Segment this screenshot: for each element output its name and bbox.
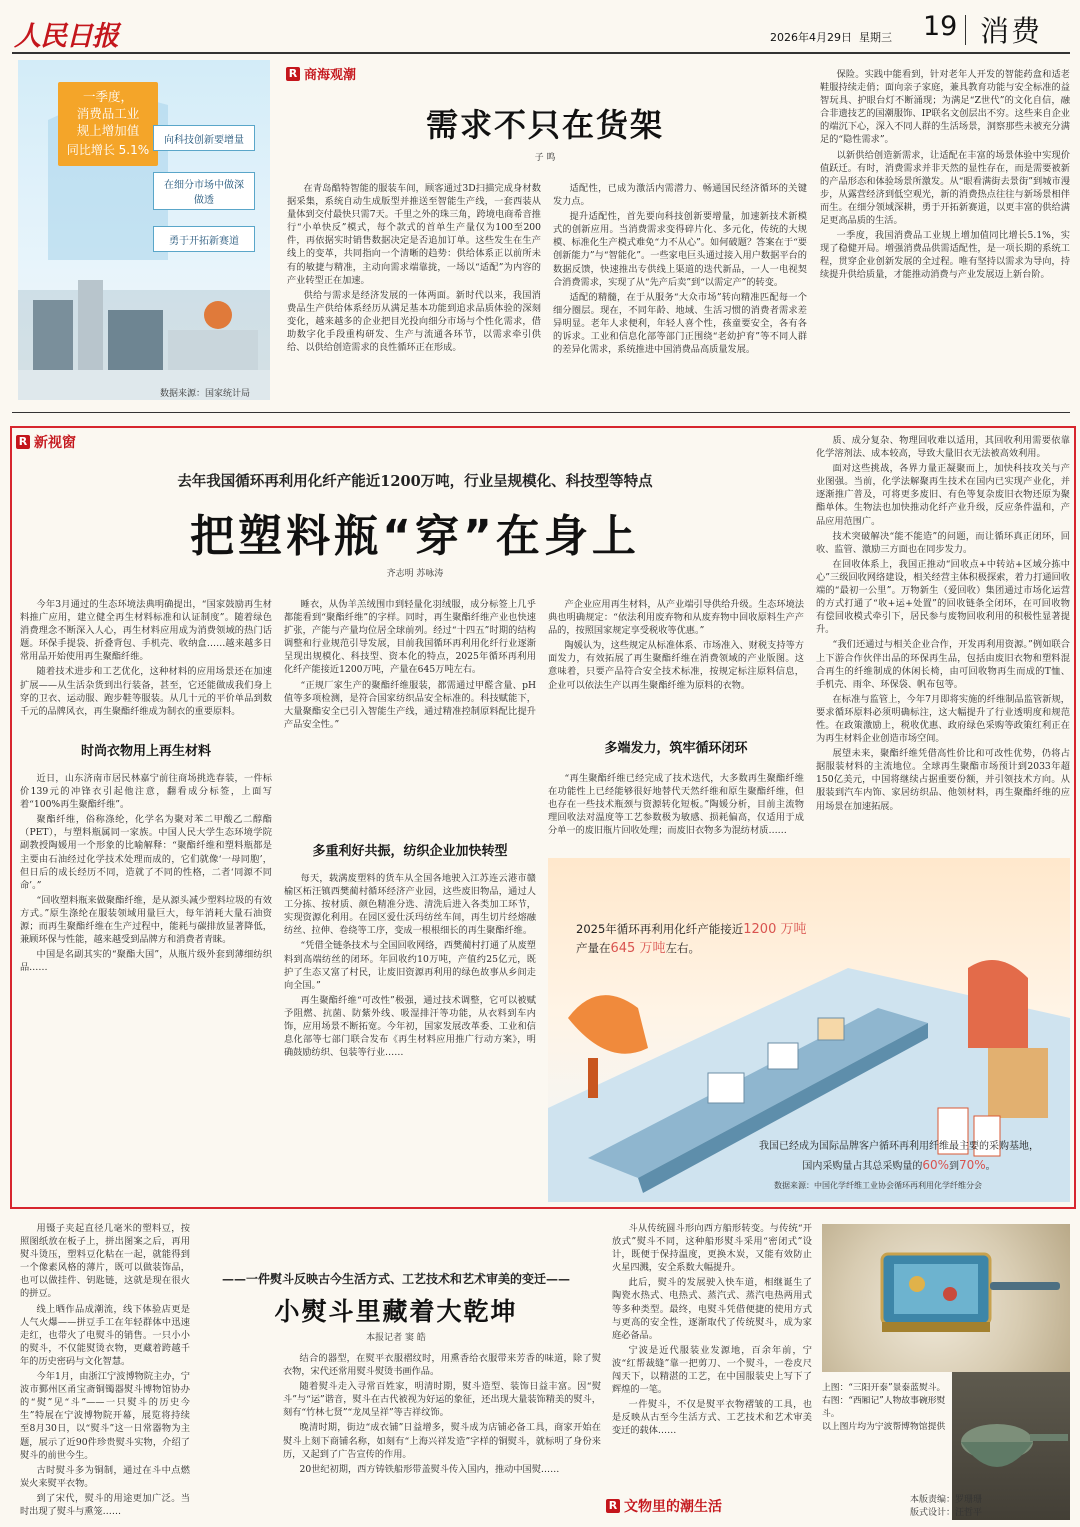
- paragraph: 到了宋代，熨斗的用途更加广泛。当时出现了熨斗与熏笼……: [20, 1492, 190, 1517]
- cloisonne-iron-image: [822, 1224, 1070, 1372]
- output-label: 产量在: [576, 941, 611, 955]
- paragraph: 供给与需求是经济发展的一体两面。新时代以来，我国消费品生产供给体系经历从满足基本功能到追求品质体验的深刻变化，越来越多的企业把目光投向细分市场与个性化需求，借助数字化手段重构研发、生产与流通各环节，以需求牵引供给、以供给创造需求的良性循环正在形成。: [287, 289, 541, 354]
- column-tag-label: 新视窗: [34, 435, 76, 451]
- article3-author: 本报记者 窦 皓: [366, 1333, 426, 1343]
- strategy-box-3: [153, 226, 255, 252]
- paragraph: 晚清时期，街边“成衣铺”日益增多，熨斗成为店铺必备工具，商家开始在熨斗上刻下商铺名称，如刻有“上海兴祥发造”字样的铜熨斗，就标明了身份来历，又起到了广告宣传的作用。: [283, 1422, 601, 1460]
- article2-column-3-top: [548, 598, 804, 710]
- article1-title: 需求不只在货架: [425, 106, 664, 144]
- strategy-box-2: [153, 172, 255, 210]
- paragraph: 技术突破解决“能不能造”的问题，而让循环真正闭环，回收、监管、激励三方面也在同步发力。: [816, 530, 1070, 555]
- article2-column-3-bottom: [548, 772, 804, 852]
- badge-line-3: 规上增加值: [76, 123, 140, 138]
- paragraph: 在回收体系上，我国正推动“回收点+中转站+区域分拣中心”三级回收网络建设，相关经营主体积极探索，着力打通回收端的“最初一公里”。万物新生（爱回收）集团通过市场化运营的方式打通了“收+运+处置”的回收链条全闭环，在可回收物有偿回收模式牵引下，居民参与废物回收利用的积极性显著提升。: [816, 558, 1070, 636]
- paragraph: 此后，熨斗的发展驶入快车道，相继诞生了陶瓷水热式、电热式、蒸汽式、蒸汽电热两用式等多种类型。最终，电熨斗凭借便捷的使用方式与更高的安全性，逐渐取代了传统熨斗，成为家庭必备品。: [612, 1277, 812, 1341]
- caption-credit: 以上图片均为宁波帮博物馆提供: [822, 1422, 946, 1432]
- strategy-box-label: 勇于开拓新赛道: [169, 235, 239, 247]
- column-tag-newview: [16, 432, 76, 452]
- output-value: 645 万吨: [610, 941, 666, 956]
- page-number: 19: [923, 11, 958, 42]
- badge-line-2: 消费品工业: [76, 106, 140, 121]
- procurement-note: [736, 1138, 1062, 1176]
- paragraph: 斗从传统圆斗形向西方船形转变。与传统“开放式”熨斗不同，这种船形熨斗采用“密闭式”设计，既便于保持温度，更换木炭，又能有效防止火星四溅，安全系数大幅提升。: [612, 1223, 812, 1274]
- paragraph: 产企业应用再生材料，从产业端引导供给升级。生态环境法典也明确规定：“依法利用废弃物和从废弃物中回收原料生产产品的，按照国家规定享受税收等优惠。”: [548, 599, 804, 637]
- column-tag-label: 文物里的潮生活: [624, 1499, 722, 1515]
- kicker-text: 一件熨斗反映古今生活方式、工艺技术和艺术审美的变迁: [245, 1272, 546, 1286]
- paragraph: 一季度，我国消费品工业规上增加值同比增长5.1%，实现了稳健开局。增强消费品供需适配性，是一项长期的系统工程，贯穿企业创新发展的全过程。唯有坚持以需求为导向，持续提升供给质量，才能推动消费与产业发展迈上新台阶。: [820, 230, 1070, 281]
- infographic-source: 数据来源：国家统计局: [160, 389, 251, 399]
- paragraph: 在标准与监管上，今年7月即将实施的纤维制品监管新规，要求循环原料必须明确标注，这大幅提升了行业透明度和规范性。在政策激励上，税收优惠、政府绿色采购等政策红利正在为再生材料企业创造市场空间。: [816, 693, 1070, 745]
- paragraph: 提升适配性，首先要向科技创新要增量，加速新技术新模式的创新应用。当消费需求变得碎片化、多元化，传统的大规模、标准化生产模式难免“力不从心”。如何破题？答案在于“要创新能力”与“智能化”。一些家电巨头通过接入用户数据平台的数据反馈，快速推出专供线上渠道的迭代新品，一人一电视契合消费需求，实现了从“先产后卖”到“以需定产”的转变。: [553, 211, 807, 288]
- paragraph: 聚酯纤维，俗称涤纶，化学名为聚对苯二甲酸乙二醇酯（PET），与塑料瓶属同一家族。中国人民大学生态环境学院副教授陶媛用一个形象的比喻解释：“聚酯纤维和塑料瓶都是主要由石油经过化学技术处理而成的，它们就像‘一母同胞’，但日后的成长经历不同，造就了不同的性格，二者‘同源不同命’。”: [20, 814, 272, 891]
- subhead-3: 多端发力，筑牢循环闭环: [604, 741, 748, 756]
- paragraph: 结合的器型，在熨平衣服褶纹时，用熏香给衣服带来芳香的味道，除了熨衣物，宋代还常用熨斗熨烫书画作品。: [283, 1353, 601, 1378]
- paragraph: 保险。实践中能看到，针对老年人开发的智能药盒和适老鞋服持续走俏；面向亲子家庭，兼具教育功能与安全标准的益智玩具、护眼台灯不断涌现；为满足“Z世代”的文化自信，融合非遗技艺的国潮服饰、IP联名文创层出不穷。这些来自企业的端沉下心，深入不同人群的生活场景，洞察那些未被充分满足的“隐性需求”。: [820, 69, 1070, 146]
- article2-column-1-bottom: [20, 772, 272, 1202]
- paragraph: 中国是名副其实的“聚酯大国”，从瓶片级外套到薄细纺织品……: [20, 949, 272, 974]
- weekday-text: 星期三: [859, 31, 892, 44]
- caption-right: 右图：“西厢记”人物故事碗形熨斗。: [822, 1396, 946, 1419]
- paragraph: 睡衣，从伪羊羔绒围巾到轻量化羽绒服，成分标签上几乎都能看到“聚酯纤维”的字样。同时，再生聚酯纤维产业也快速扩张，产能与产量均位居全球前列。经过“十四五”时期的结构调整和行业规范引导发展，目前我国循环再利用化纤行业逐渐呈现出规模化、科技型、资本化的特点，2025年循环再利用化纤产能接近1200万吨，产量在645万吨左右。: [284, 599, 536, 676]
- section-name: 消费: [980, 14, 1043, 48]
- paragraph: 20世纪初期，西方铸铁船形带盖熨斗传入国内，推动中国熨……: [299, 1463, 560, 1475]
- paragraph: 适配的精髓，在于从服务“大众市场”转向精准匹配每一个细分圈层。现在，不同年龄、地域、生活习惯的消费者需求差异明显。老年人求便利，年轻人喜个性，孩童要安全，各有各的诉求。工业和信息化部等部门正围绕“老幼护育”等不同人群的差异化需求，系统推进中国消费品高质量发展。: [553, 291, 807, 356]
- article3-kicker: ——一件熨斗反映古今生活方式、工艺技术和艺术审美的变迁——: [221, 1272, 570, 1286]
- issue-date: [770, 29, 892, 45]
- paragraph: 今年3月通过的生态环境法典明确提出，“国家鼓励再生材料推广应用，建立健全再生材料标准和认证制度”。随着绿色消费理念不断深入人心，再生材料应用成为消费领域的热门话题。环保手提袋、折叠背包、手机壳、收纳盒……越来越多日常用品开始使用再生聚酯纤维。: [20, 599, 272, 663]
- article1-column-2: [553, 182, 807, 400]
- paragraph: 每天，载满废塑料的货车从全国各地驶入江苏连云港市赣榆区柘汪镇西樊蔺村循环经济产业园，这些废旧物品，通过人工分拣、按材质、颜色精准分选、清洗后进入各类加工环节，实现资源化利用。在园区爱仕沃玛纺丝车间，再生切片经熔融纺丝、拉伸、卷绕等工序，变成一根根细长的再生聚酯纤维。: [284, 873, 536, 937]
- article2-kicker: 去年我国循环再利用化纤产能近1200万吨，行业呈规模化、科技型等特点: [177, 473, 653, 490]
- r-logo-icon: R: [606, 1499, 620, 1513]
- paragraph: 近日，山东济南市居民林嘉宁前往商场挑选春装，一件标价139元的冲锋衣引起他注意，翻看成分标签，上面写着“100%再生聚酯纤维”。: [20, 773, 272, 811]
- subhead-1: 时尚衣物用上再生材料: [80, 744, 211, 759]
- procurement-label: 国内采购量占其总采购量的: [802, 1161, 923, 1172]
- masthead-logo: 人民日报: [14, 21, 118, 52]
- article3-column-1: [20, 1222, 190, 1520]
- subhead-2: 多重利好共振，纺织企业加快转型: [312, 844, 508, 859]
- article3-title: 小熨斗里藏着大乾坤: [274, 1297, 518, 1326]
- capacity-label: 2025年循环再利用化纤产能接近: [576, 922, 744, 936]
- share-suffix: 。: [985, 1161, 996, 1172]
- page-credits: [910, 1494, 982, 1520]
- editor-credit: 本版责编：罗珊珊: [910, 1495, 983, 1505]
- paragraph: 线上晒作品成潮流，线下体验店更是人气火爆——拼豆手工在年轻群体中迅速走红，也带火了电熨斗的销售。一只小小的熨斗，不仅能熨烫衣物，更藏着跨越千年的历史密码与文化智慧。: [20, 1303, 190, 1367]
- article2-column-4: [816, 434, 1070, 852]
- strategy-box-label: 在细分市场中做深做透: [164, 180, 244, 206]
- article2-authors: 齐志明 苏咏涛: [386, 569, 444, 579]
- paragraph: 质、成分复杂、物理回收难以适用，其回收利用需要依靠化学溶剂法、成本较高，导致大量旧衣无法被高效利用。: [816, 435, 1070, 460]
- capacity-value: 1200 万吨: [743, 922, 807, 937]
- paragraph: “回收塑料瓶来做聚酯纤维，是从源头减少塑料垃圾的有效方式。”原生涤纶在服装领域用量巨大，每年消耗大量石油资源；而再生聚酯纤维在生产过程中，能耗与碳排放显著降低，兼顾环保与性能，越来越受到品牌方和消费者青睐。: [20, 894, 272, 946]
- date-text: 2026年4月29日: [770, 31, 852, 44]
- paragraph: 在青岛酷特智能的服装车间，顾客通过3D扫描完成身材数据采集，系统自动生成版型并推送至智能生产线，一套西装从量体到交付最快只需7天。千里之外的珠三角，跨境电商希音推行“小单快反”模式，每个款式的首单生产量仅为100至200件，再依据实时销售数据决定是否追加订单。这些发生在生产线上的变革，共同指向一个清晰的趋势：供给体系正以前所未有的敏捷与精准，主动向需求端靠拢，一场以“适配”为内容的产业转型正在加速。: [287, 183, 541, 286]
- capacity-text: [576, 920, 806, 958]
- growth-value: 同比增长 5.1%: [66, 143, 150, 157]
- paragraph: “再生聚酯纤维已经完成了技术迭代，大多数再生聚酯纤维在功能性上已经能够很好地替代天然纤维和原生聚酯纤维，但也存在一些技术瓶颈与资源转化短板。”陶媛分析，目前主流物理回收法对温度等工艺参数极为敏感、损耗偏高，仅适用于成分单一的废旧瓶片回收处理；而废旧衣物多为混纺材质……: [548, 773, 804, 837]
- paragraph: 今年1月，由浙江宁波博物院主办，宁波市鄞州区甬宝斋铜镯器熨斗博物馆协办的“熨”见“斗”——一只熨斗的历史今生”特展在宁波博物院开幕，展览将持续至8月30日，以“熨斗”这一日常器物为主题，展示了近90件珍贵熨斗实物，介绍了熨斗的前世今生。: [20, 1371, 190, 1461]
- recycling-source: 数据来源：中国化学纤维工业协会循环再利用化学纤维分会: [774, 1181, 982, 1190]
- article2-column-2-bottom: [284, 872, 536, 1202]
- paragraph: 用镊子夹起直径几毫米的塑料豆，按照图纸放在板子上，拼出图案之后，再用熨斗烫压，塑料豆化粘在一起，就能得到一个像素风格的薄片，既可以做装饰品，也可以做挂件、钥匙链，这就是现在很火的拼豆。: [20, 1223, 190, 1300]
- r-logo-icon: R: [286, 67, 300, 81]
- recycling-infographic: [548, 858, 1070, 1202]
- procurement-line-1: 我国已经成为国际品牌客户循环再利用纤维最主要的采购基地，: [759, 1141, 1039, 1152]
- designer-credit: 版式设计：汪哲平: [910, 1508, 983, 1518]
- badge-line-1: 一季度，: [82, 89, 133, 104]
- output-suffix: 左右。: [665, 941, 700, 955]
- article1-author: 子 鸣: [534, 153, 556, 163]
- photo-captions: [822, 1382, 948, 1434]
- paragraph: 再生聚酯纤维“可改性”极强，通过技术调整，它可以被赋予阻燃、抗菌、防紫外线、吸湿排汗等功能，从衣料到车内饰，应用场景不断拓宽。今年初，国家发展改革委、工业和信息化部等七部门联合发布《再生材料应用推广行动方案》，明确鼓励纺织、包装等行业……: [284, 994, 536, 1059]
- column-tag-relics: [606, 1496, 722, 1516]
- share-to: 到: [949, 1161, 959, 1172]
- industry-infographic: [18, 60, 270, 400]
- paragraph: 陶媛认为，这些规定从标准体系、市场准入、财税支持等方面发力，有效拓展了再生聚酯纤维在消费领域的产业版图。这意味着，只要产品符合安全技术标准，按规定标注原料信息，企业可以依法生产以再生聚酯纤维为原料的衣物。: [548, 640, 804, 691]
- paragraph: 随着熨斗走入寻常百姓家，明清时期，熨斗造型、装饰日益丰富。因“熨斗”与“运”谐音，熨斗在古代被视为好运的象征，还出现大量装饰精美的熨斗，刻有“竹林七贤”“龙凤呈祥”等吉祥纹饰。: [283, 1381, 601, 1419]
- paragraph: “凭借全链条技术与全国回收网络，西樊蔺村打通了从废塑料到高端纺丝的闭环。年回收约10万吨，产值约25亿元，既护了生态又富了村民，让废旧资源再利用的绿色故事从乡间走向全国。”: [284, 940, 536, 991]
- paragraph: 一件熨斗，不仅是熨平衣物褶皱的工具，也是反映从古至今生活方式、工艺技术和艺术审美变迁的载体……: [612, 1399, 812, 1437]
- paragraph: 宁波是近代服装业发源地，百余年前，宁波“红帮裁缝”靠一把剪刀、一个熨斗，一卷皮尺闯天下，以精湛的工艺，在中国服装史上写下了辉煌的一笔。: [612, 1344, 812, 1396]
- strategy-box-1: [153, 125, 255, 151]
- article1-column-3: [820, 68, 1070, 400]
- paragraph: 随着技术进步和工艺优化，这种材料的应用场景还在加速扩展——从生活杂货到出行装备，甚至，它还能做成我们身上穿的卫衣、运动服、跑步鞋等服装。从几十元的平价单品到数千元的品牌风衣，再生聚酯纤维成为制衣的重要原料。: [20, 666, 272, 717]
- article2-title: 把塑料瓶“穿”在身上: [190, 511, 640, 562]
- column-tag-label: 商海观潮: [304, 68, 357, 83]
- article1-column-1: [287, 182, 541, 400]
- article2-column-2-top: [284, 598, 536, 818]
- article2-column-1-top: [20, 598, 272, 717]
- paragraph: 适配性，已成为激活内需潜力、畅通国民经济循环的关键发力点。: [553, 183, 807, 208]
- caption-top: 上图：“三阳开泰”景泰蓝熨斗。: [822, 1383, 946, 1393]
- share-max: 70%: [959, 1158, 986, 1172]
- paragraph: “我们还通过与相关企业合作，开发再利用资源。”例如联合上下游合作伙伴出品的环保再生品，包括由废旧衣物和塑料混合再生的纤维制成的休闲长椅，由可回收物再生而成的T恤、手机壳、雨伞、环保袋、帆布包等。: [816, 639, 1070, 690]
- article3-column-3: [612, 1222, 812, 1492]
- share-min: 60%: [922, 1158, 949, 1172]
- paragraph: 古时熨斗多为铜制，通过在斗中点燃炭火来熨平衣物。: [20, 1464, 190, 1489]
- cloisonne-iron-photo: [822, 1224, 1070, 1372]
- paragraph: “正规厂家生产的聚酯纤维服装，都需通过甲醛含量、pH值等多项检测，是符合国家纺织品安全标准的。科技赋能下，大量聚酯安全已引入智能生产线，通过精准控制原料配比提升产品安全性。”: [284, 679, 536, 730]
- strategy-box-label: 向科技创新要增量: [164, 134, 244, 146]
- article3-column-2: [283, 1352, 601, 1520]
- paragraph: 面对这些挑战，各界力量正凝聚而上，加快科技攻关与产业图强。当前，化学法解聚再生技术在国内已实现产业化，并逐渐推广普及，可将更多废旧、有色等复杂废旧衣物还原为聚酯单体。生物法也加快推动化纤产业升级，反应条件温和，产品应用范围广。: [816, 463, 1070, 527]
- paragraph: 展望未来，聚酯纤维凭借高性价比和可改性优势，仍将占据服装材料的主流地位。全球再生聚酯市场预计到2033年超150亿美元，中国将继续占据重要份额，并引领技术方向。从服装到汽车内饰、家居纺织品、他领材料，再生聚酯纤维的应用场景在加速拓展。: [816, 748, 1070, 812]
- paragraph: 以新供给创造新需求，让适配在丰富的场景体验中实现价值跃迁。有时，消费需求并非天然的显性存在，而是需要被新的产品形态和体验场景所激发。从“眼看满街去景街”到城市漫步，从露营经济到低空观光，新的消费热点往往与新场景相伴而生。在细分领域深耕，勇于开拓新赛道，以更丰富的供给满足更高品质的生活。: [820, 149, 1070, 227]
- r-logo-icon: R: [16, 435, 30, 449]
- headline-badge: [58, 82, 158, 166]
- column-tag-shanghai: [286, 64, 356, 83]
